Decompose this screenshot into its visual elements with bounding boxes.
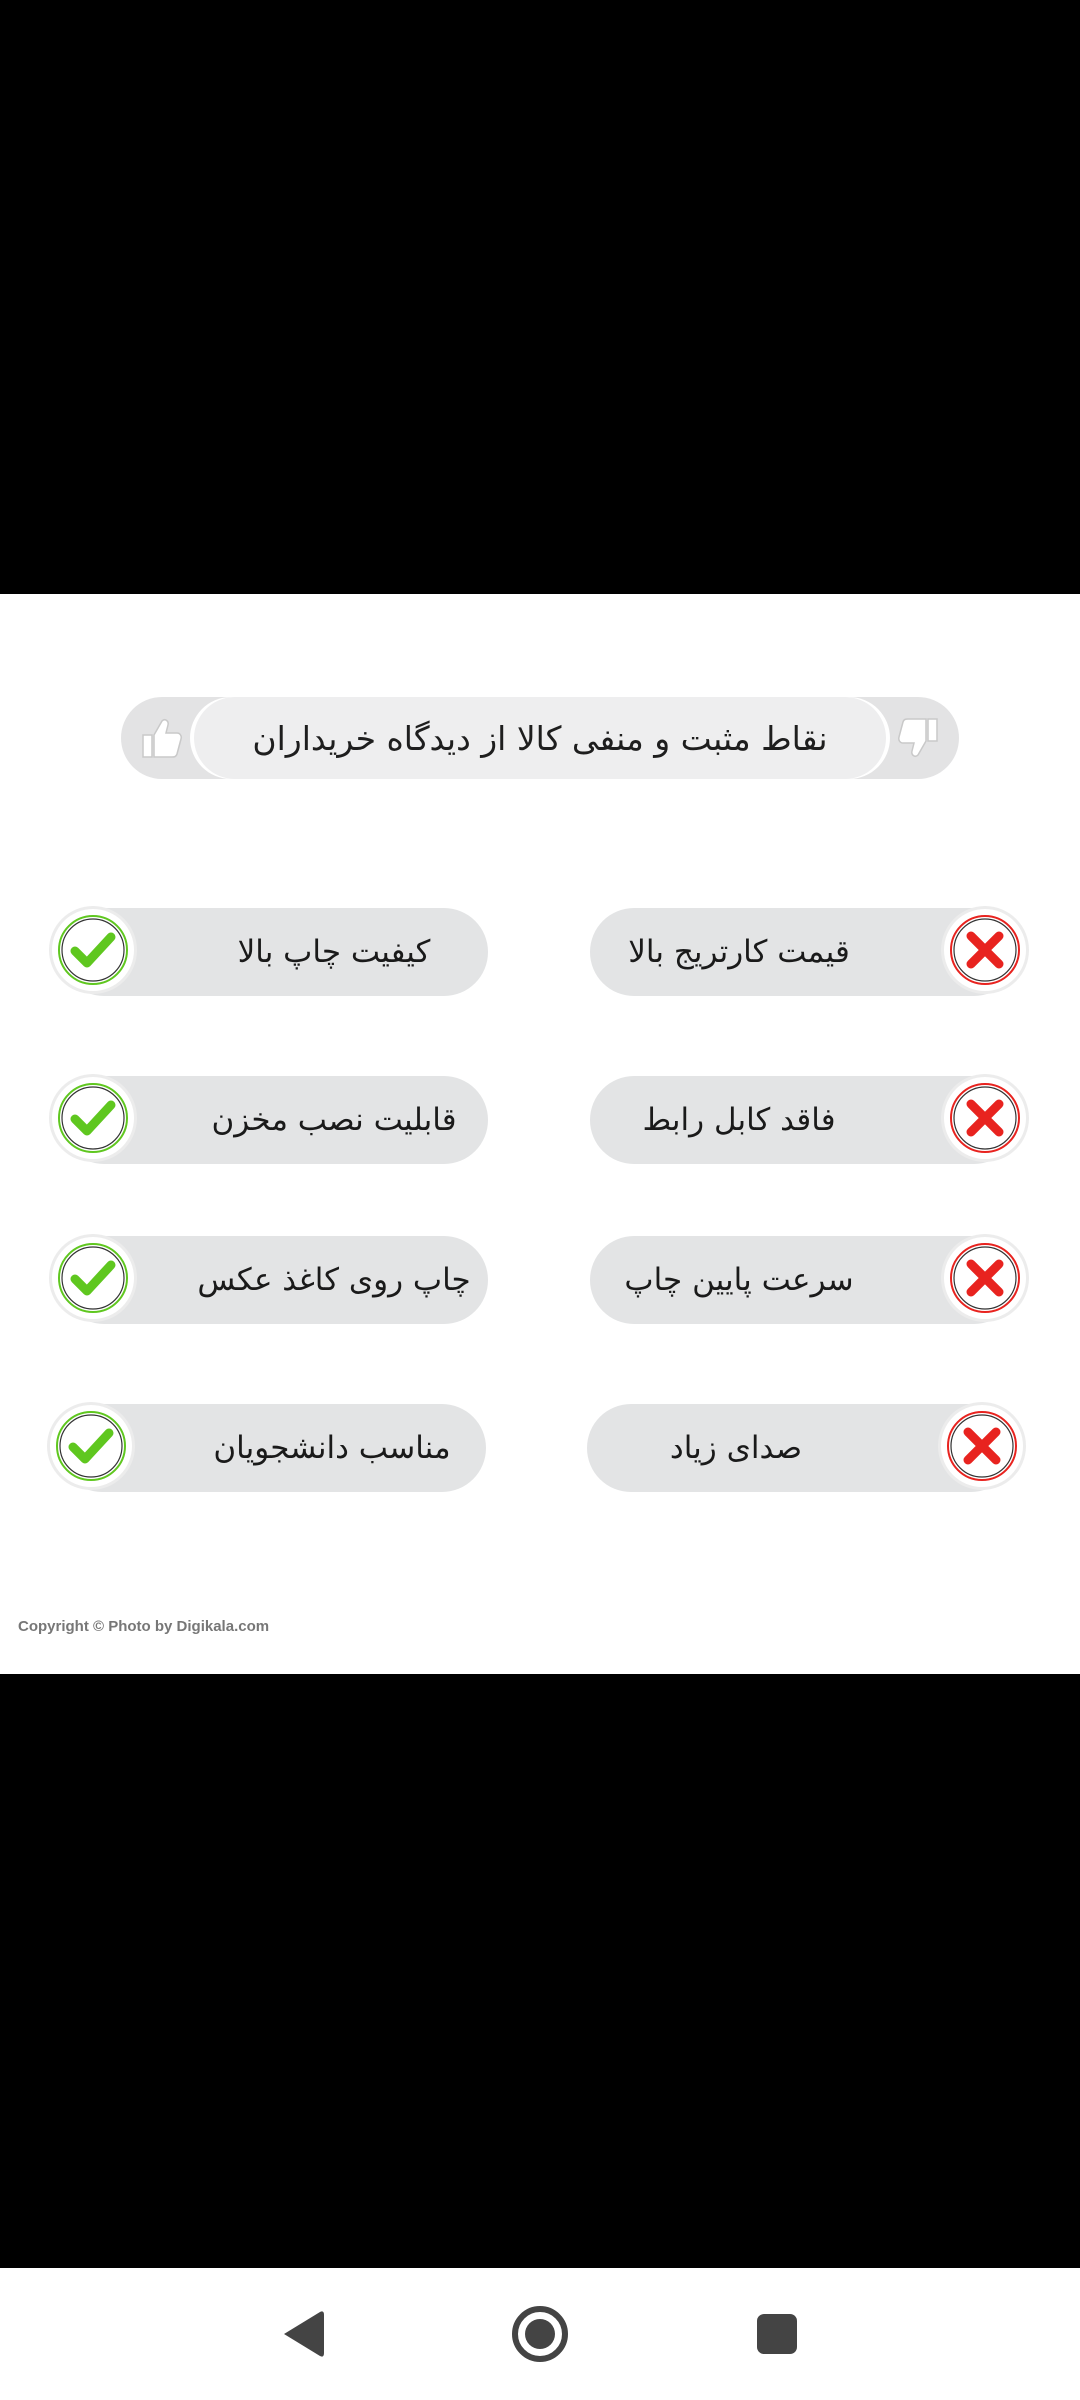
cross-icon bbox=[944, 1077, 1026, 1159]
pro-item-label: کیفیت چاپ بالا bbox=[130, 908, 488, 996]
pro-item bbox=[46, 1400, 486, 1492]
back-icon[interactable] bbox=[272, 2302, 336, 2366]
thumbs-down-icon bbox=[895, 713, 945, 763]
navigation-bar bbox=[0, 2268, 1080, 2400]
con-item bbox=[587, 1400, 1027, 1492]
check-icon bbox=[52, 1077, 134, 1159]
pro-item bbox=[48, 904, 488, 996]
pro-item bbox=[48, 1232, 488, 1324]
home-icon[interactable] bbox=[508, 2302, 572, 2366]
check-icon bbox=[52, 909, 134, 991]
pro-item-label: مناسب دانشجویان bbox=[128, 1404, 486, 1492]
con-item-label: قیمت کارتریج بالا bbox=[590, 908, 948, 996]
thumbs-up-icon bbox=[135, 713, 185, 763]
con-item-label: سرعت پایین چاپ bbox=[590, 1236, 948, 1324]
pro-item bbox=[48, 1072, 488, 1164]
con-item-label: صدای زیاد bbox=[587, 1404, 945, 1492]
copyright-text: Copyright © Photo by Digikala.com bbox=[18, 1618, 270, 1635]
pro-item-label: چاپ روی کاغذ عکس bbox=[130, 1236, 488, 1324]
recents-icon[interactable] bbox=[745, 2302, 809, 2366]
con-item bbox=[590, 1232, 1030, 1324]
con-item bbox=[590, 904, 1030, 996]
cross-icon bbox=[944, 909, 1026, 991]
con-item bbox=[590, 1072, 1030, 1164]
product-image bbox=[0, 594, 1080, 1674]
check-icon bbox=[52, 1237, 134, 1319]
cross-icon bbox=[944, 1237, 1026, 1319]
pros-cons-title-bar bbox=[121, 697, 959, 779]
con-item-label: فاقد کابل رابط bbox=[590, 1076, 948, 1164]
pro-item-label: قابلیت نصب مخزن bbox=[130, 1076, 488, 1164]
check-icon bbox=[50, 1405, 132, 1487]
cross-icon bbox=[941, 1405, 1023, 1487]
pros-cons-title: نقاط مثبت و منفی کالا از دیدگاه خریداران bbox=[194, 697, 886, 779]
